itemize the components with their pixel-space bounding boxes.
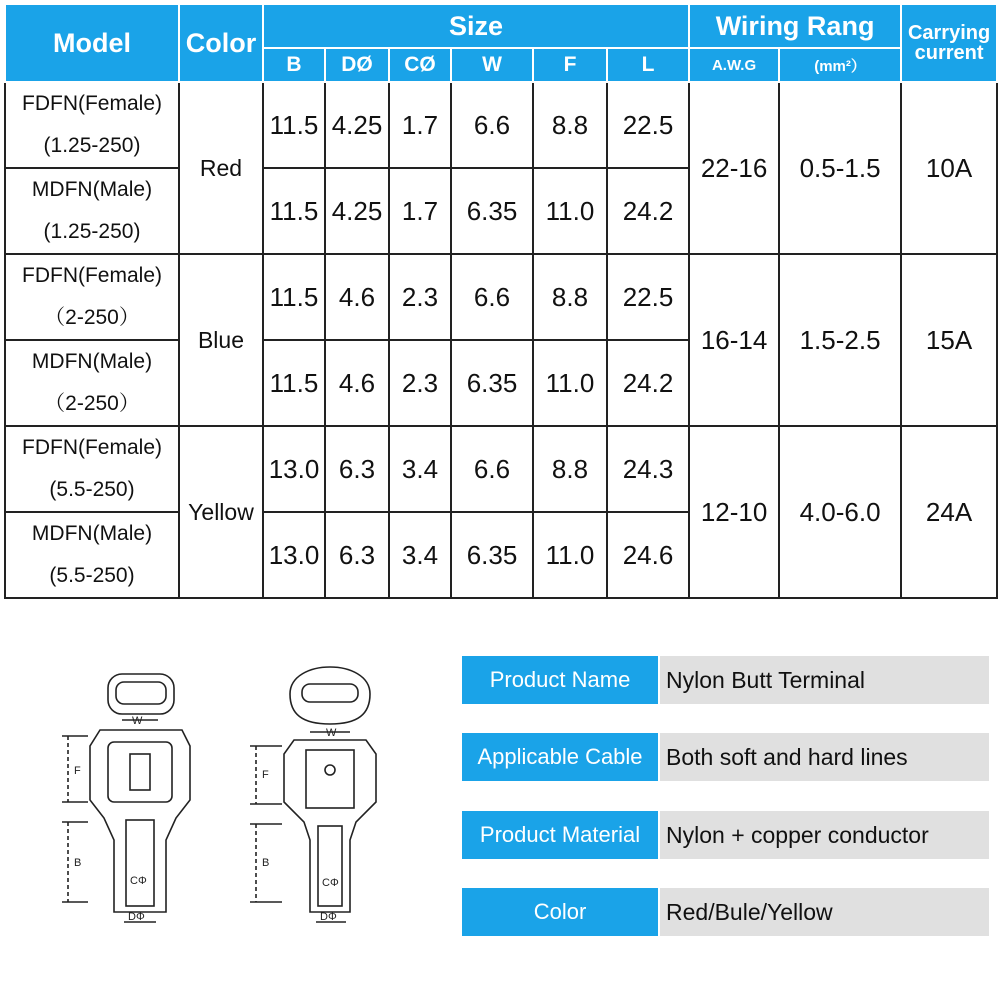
female-label-c: CΦ	[130, 875, 147, 887]
cell-c: 3.4	[389, 512, 451, 598]
info-row-applicable-cable	[462, 733, 989, 781]
male-label-f: F	[262, 769, 269, 781]
cell-c: 1.7	[389, 168, 451, 254]
info-value: Red/Bule/Yellow	[660, 888, 989, 936]
header-d: DØ	[325, 48, 389, 82]
cell-b: 13.0	[263, 512, 325, 598]
cell-l: 24.2	[607, 168, 689, 254]
cell-l: 24.6	[607, 512, 689, 598]
model-cell	[5, 168, 179, 254]
info-label: Product Name	[462, 656, 658, 704]
female-terminal-drawing	[62, 674, 190, 922]
cell-f: 11.0	[533, 512, 607, 598]
cell-current: 24A	[901, 426, 997, 598]
model-cell	[5, 426, 179, 512]
female-label-f: F	[74, 765, 81, 777]
cell-d: 4.25	[325, 82, 389, 168]
header-carrying-line2: current	[914, 42, 984, 64]
cell-b: 11.5	[263, 340, 325, 426]
model-spec: （2-250）	[44, 392, 140, 415]
color-cell: Yellow	[179, 426, 263, 598]
model-name: FDFN(Female)	[22, 436, 162, 459]
model-cell	[5, 512, 179, 598]
header-color: Color	[179, 4, 263, 82]
cell-d: 6.3	[325, 426, 389, 512]
male-label-c: CΦ	[322, 877, 339, 889]
cell-f: 11.0	[533, 340, 607, 426]
female-label-b: B	[74, 857, 82, 869]
cell-d: 4.6	[325, 340, 389, 426]
info-label: Applicable Cable	[462, 733, 658, 781]
cell-w: 6.6	[451, 254, 533, 340]
header-carrying-line1: Carrying	[907, 22, 991, 44]
model-spec: (1.25-250)	[43, 220, 141, 243]
cell-l: 24.2	[607, 340, 689, 426]
color-cell: Red	[179, 82, 263, 254]
male-label-d: DΦ	[320, 911, 337, 923]
cell-awg: 22-16	[689, 82, 779, 254]
info-row-product-material	[462, 811, 989, 859]
cell-awg: 12-10	[689, 426, 779, 598]
cell-w: 6.6	[451, 426, 533, 512]
model-name: FDFN(Female)	[22, 92, 162, 115]
model-cell	[5, 82, 179, 168]
female-label-d: DΦ	[128, 911, 145, 923]
cell-b: 11.5	[263, 254, 325, 340]
cell-current: 15A	[901, 254, 997, 426]
header-f: F	[533, 48, 607, 82]
cell-w: 6.35	[451, 168, 533, 254]
male-label-b: B	[262, 857, 270, 869]
model-spec: （2-250）	[44, 306, 140, 329]
model-name: FDFN(Female)	[22, 264, 162, 287]
cell-w: 6.35	[451, 340, 533, 426]
table-row	[5, 82, 997, 168]
header-carrying-current	[901, 4, 997, 82]
cell-c: 3.4	[389, 426, 451, 512]
cell-c: 2.3	[389, 254, 451, 340]
table-row	[5, 254, 997, 340]
cell-b: 11.5	[263, 82, 325, 168]
info-value: Both soft and hard lines	[660, 733, 989, 781]
male-label-w: W	[326, 727, 337, 739]
cell-d: 6.3	[325, 512, 389, 598]
cell-l: 22.5	[607, 82, 689, 168]
female-label-w: W	[132, 715, 143, 727]
male-terminal-drawing	[250, 667, 376, 922]
info-label: Product Material	[462, 811, 658, 859]
header-c: CØ	[389, 48, 451, 82]
model-cell	[5, 254, 179, 340]
cell-current: 10A	[901, 82, 997, 254]
info-value: Nylon + copper conductor	[660, 811, 989, 859]
cell-b: 11.5	[263, 168, 325, 254]
cell-mm2: 1.5-2.5	[779, 254, 901, 426]
cell-f: 8.8	[533, 426, 607, 512]
header-wiring-range: Wiring Rang	[689, 4, 901, 48]
cell-f: 8.8	[533, 254, 607, 340]
cell-l: 22.5	[607, 254, 689, 340]
header-w: W	[451, 48, 533, 82]
model-name: MDFN(Male)	[31, 522, 153, 545]
info-label: Color	[462, 888, 658, 936]
info-row-color	[462, 888, 989, 936]
cell-c: 1.7	[389, 82, 451, 168]
header-b: B	[263, 48, 325, 82]
info-row-product-name	[462, 656, 989, 704]
model-name: MDFN(Male)	[31, 178, 153, 201]
cell-mm2: 4.0-6.0	[779, 426, 901, 598]
info-value: Nylon Butt Terminal	[660, 656, 989, 704]
cell-l: 24.3	[607, 426, 689, 512]
model-spec: (5.5-250)	[49, 564, 135, 587]
cell-f: 8.8	[533, 82, 607, 168]
cell-b: 13.0	[263, 426, 325, 512]
terminal-diagrams	[40, 650, 380, 930]
header-model: Model	[5, 4, 179, 82]
color-cell: Blue	[179, 254, 263, 426]
cell-d: 4.6	[325, 254, 389, 340]
cell-w: 6.35	[451, 512, 533, 598]
table-row	[5, 426, 997, 512]
cell-w: 6.6	[451, 82, 533, 168]
header-l: L	[607, 48, 689, 82]
cell-mm2: 0.5-1.5	[779, 82, 901, 254]
header-awg: A.W.G	[689, 48, 779, 82]
header-mm2: (mm²）	[779, 48, 901, 82]
model-name: MDFN(Male)	[31, 350, 153, 373]
model-spec: (5.5-250)	[49, 478, 135, 501]
header-size: Size	[263, 4, 689, 48]
cell-c: 2.3	[389, 340, 451, 426]
spec-table	[4, 3, 998, 599]
cell-f: 11.0	[533, 168, 607, 254]
model-spec: (1.25-250)	[43, 134, 141, 157]
cell-awg: 16-14	[689, 254, 779, 426]
cell-d: 4.25	[325, 168, 389, 254]
model-cell	[5, 340, 179, 426]
